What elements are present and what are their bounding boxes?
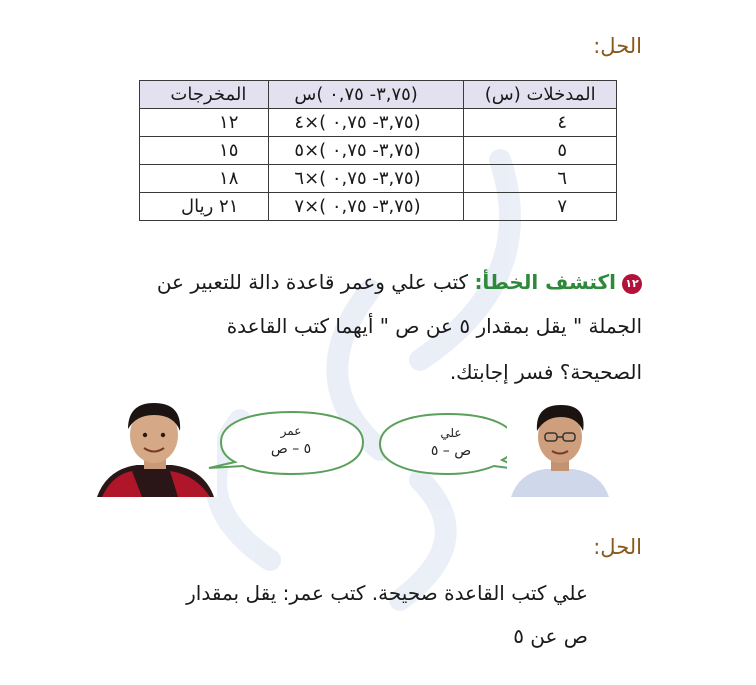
table-row bbox=[140, 137, 617, 165]
header-expression: (٣,٧٥- ٠,٧٥ )س bbox=[269, 81, 464, 109]
cell-input: ٦ bbox=[464, 165, 617, 193]
table-header-row bbox=[140, 81, 617, 109]
omar-name: عمر bbox=[280, 424, 302, 438]
header-outputs: المخرجات bbox=[140, 81, 269, 109]
ali-name: علي bbox=[440, 426, 462, 440]
omar-speech-bubble bbox=[207, 408, 375, 478]
cell-input: ٤ bbox=[464, 109, 617, 137]
question-text-1: كتب علي وعمر قاعدة دالة للتعبير عن bbox=[156, 270, 469, 294]
ali-speech-bubble bbox=[376, 410, 526, 478]
ali-avatar bbox=[507, 399, 612, 497]
question-line-2: الجملة " يقل بمقدار ٥ عن ص " أيهما كتب القاعدة bbox=[226, 314, 642, 338]
cell-output: ١٢ bbox=[140, 109, 269, 137]
cell-expression: (٣,٧٥- ٠,٧٥ )×٧ bbox=[269, 193, 464, 221]
question-line-1 bbox=[157, 270, 642, 294]
question-line-3: الصحيحة؟ فسر إجابتك. bbox=[449, 360, 642, 384]
cell-expression: (٣,٧٥- ٠,٧٥ )×٤ bbox=[269, 109, 464, 137]
cell-output: ١٥ bbox=[140, 137, 269, 165]
table-row bbox=[140, 165, 617, 193]
cell-output: ٢١ ريال bbox=[140, 193, 269, 221]
input-output-table bbox=[139, 80, 617, 221]
answer-line-1: علي كتب القاعدة صحيحة. كتب عمر: يقل بمقدار bbox=[186, 581, 588, 605]
omar-rule: ٥ – ص bbox=[270, 441, 312, 457]
cell-output: ١٨ bbox=[140, 165, 269, 193]
solution-heading: الحل: bbox=[593, 34, 642, 58]
cell-expression: (٣,٧٥- ٠,٧٥ )×٥ bbox=[269, 137, 464, 165]
table-row bbox=[140, 193, 617, 221]
table-row bbox=[140, 109, 617, 137]
omar-avatar bbox=[92, 399, 217, 497]
question-label: اكتشف الخطأ: bbox=[474, 270, 616, 294]
question-number-badge: ١٢ bbox=[622, 274, 642, 294]
header-inputs: المدخلات (س) bbox=[464, 81, 617, 109]
cell-expression: (٣,٧٥- ٠,٧٥ )×٦ bbox=[269, 165, 464, 193]
cell-input: ٧ bbox=[464, 193, 617, 221]
cell-input: ٥ bbox=[464, 137, 617, 165]
ali-rule: ص – ٥ bbox=[430, 443, 472, 459]
solution-heading-2: الحل: bbox=[593, 535, 642, 559]
answer-line-2: ص عن ٥ bbox=[513, 624, 588, 648]
